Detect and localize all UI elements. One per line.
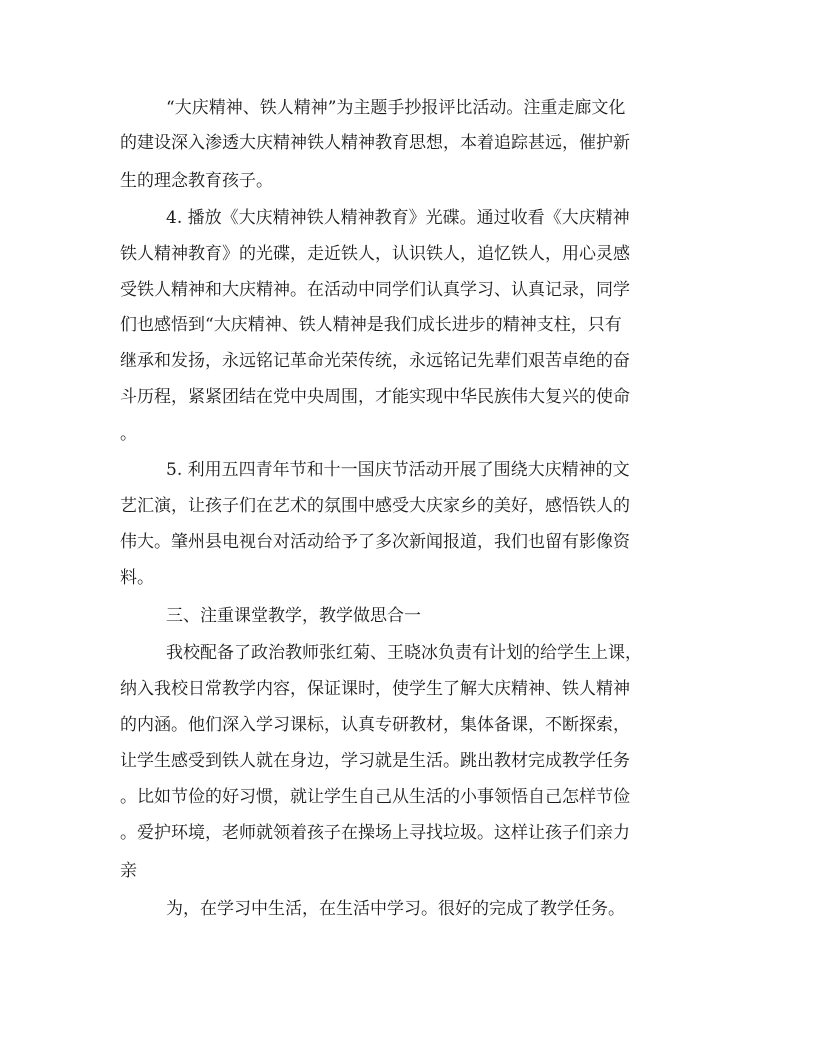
text-line: 亲	[120, 861, 137, 881]
text-line: 的建设深入渗透大庆精神铁人精神教育思想，本着追踪甚远，催护新	[120, 133, 630, 153]
text-line: 。比如节俭的好习惯，就让学生自己从生活的小事领悟自己怎样节俭	[120, 787, 630, 807]
text-line: 伟大。肇州县电视台对活动给予了多次新闻报道，我们也留有影像资	[120, 532, 630, 552]
text-line: “大庆精神、铁人精神”为主题手抄报评比活动。注重走廊文化	[166, 98, 626, 118]
text-line: 的内涵。他们深入学习课标，认真专研教材，集体备课，不断探索，	[120, 715, 630, 735]
text-line: 4. 播放《大庆精神铁人精神教育》光碟。通过收看《大庆精神	[166, 208, 630, 228]
text-line: 为，在学习中生活，在生活中学习。很好的完成了教学任务。	[166, 899, 625, 919]
text-line: 。	[120, 424, 137, 444]
text-line: 。爱护环境，老师就领着孩子在操场上寻找垃圾。这样让孩子们亲力	[120, 823, 630, 843]
text-line: 继承和发扬，永远铭记革命光荣传统，永远铭记先辈们艰苦卓绝的奋	[120, 351, 630, 371]
text-line: 料。	[120, 568, 154, 588]
text-line: 铁人精神教育》的光碟，走近铁人，认识铁人，追忆铁人，用心灵感	[120, 244, 630, 264]
text-line: 生的理念教育孩子。	[120, 171, 273, 191]
text-line: 让学生感受到铁人就在身边，学习就是生活。跳出教材完成教学任务	[120, 751, 630, 771]
section-heading: 三、注重课堂教学，教学做思合一	[166, 606, 421, 626]
text-line: 们也感悟到“大庆精神、铁人精神是我们成长进步的精神支柱，只有	[120, 315, 622, 335]
text-line: 艺汇演，让孩子们在艺术的氛围中感受大庆家乡的美好，感悟铁人的	[120, 496, 630, 516]
text-line: 5. 利用五四青年节和十一国庆节活动开展了围绕大庆精神的文	[166, 460, 630, 480]
text-line: 斗历程，紧紧团结在党中央周围，才能实现中华民族伟大复兴的使命	[120, 387, 630, 407]
text-line: 纳入我校日常教学内容，保证课时，使学生了解大庆精神、铁人精神	[120, 679, 630, 699]
text-line: 我校配备了政治教师张红菊、王晓冰负责有计划的给学生上课，	[166, 643, 642, 663]
text-line: 受铁人精神和大庆精神。在活动中同学们认真学习、认真记录，同学	[120, 280, 630, 300]
